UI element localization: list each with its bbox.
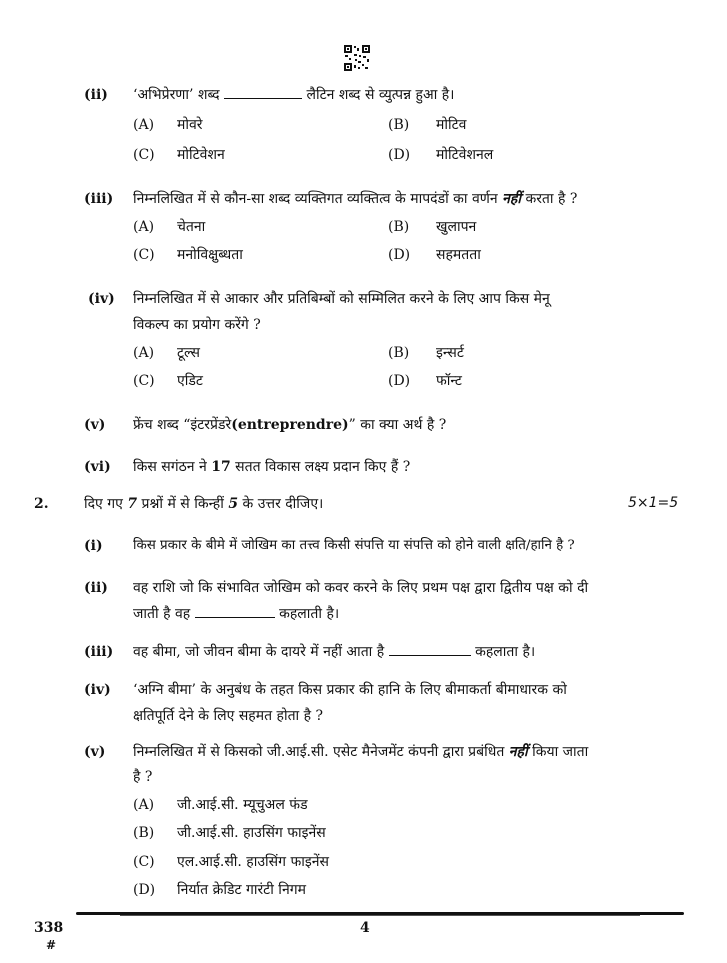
hash-mark: # (46, 938, 57, 952)
question-text-part: निम्नलिखित में से कौन-सा शब्द व्यक्तिगत व्यक्तित्व के मापदंडों का वर्णन (133, 191, 498, 207)
instruction-part: प्रश्नों में से किन्हीं (141, 496, 224, 512)
option-label: (D) (388, 147, 411, 163)
option-label: (B) (133, 825, 155, 841)
option-label: (D) (133, 882, 156, 898)
question-text-part: ” का क्या अर्थ है ? (348, 417, 447, 433)
answer-blank (195, 617, 275, 618)
question-text-part: निम्नलिखित में से किसको जी.आई.सी. एसेट मैनेजमेंट कंपनी द्वारा प्रबंधित (133, 744, 505, 760)
question-number: (i) (84, 538, 103, 554)
question-text-part: कहलाता है। (475, 644, 536, 660)
question-text: निम्नलिखित में से आकार और प्रतिबिम्बों को सम्मिलित करने के लिए आप किस मेनू (133, 291, 550, 307)
question-text: क्षतिपूर्ति देने के लिए सहमत होता है ? (133, 708, 324, 724)
option-text: सहमतता (436, 247, 481, 263)
option-label: (B) (388, 117, 410, 133)
question-text-part: वह बीमा, जो जीवन बीमा के दायरे में नहीं आता है (133, 644, 385, 660)
question-text: वह राशि जो कि संभावित जोखिम को कवर करने के लिए प्रथम पक्ष द्वारा द्वितीय पक्ष को दी (133, 580, 589, 596)
question-text: है ? (133, 769, 153, 785)
question-number: (ii) (84, 87, 108, 103)
paper-code: 338 (34, 920, 64, 936)
question-text-part: लैटिन शब्द से व्युत्पन्न हुआ है। (306, 87, 455, 103)
option-label: (A) (133, 345, 155, 361)
option-label: (C) (133, 147, 155, 163)
instruction-number: 7 (127, 496, 138, 512)
option-label: (A) (133, 219, 155, 235)
question-text (133, 416, 446, 434)
option-label: (D) (388, 247, 411, 263)
option-text: एल.आई.सी. हाउसिंग फाइनेंस (177, 854, 329, 870)
question-text (133, 458, 410, 476)
page-number: 4 (360, 920, 370, 936)
option-text: निर्यात क्रेडिट गारंटी निगम (177, 882, 306, 898)
question-number: (iv) (88, 291, 115, 307)
answer-blank (224, 98, 302, 99)
qr-code-icon (344, 45, 370, 71)
instruction-part: के उत्तर दीजिए। (242, 496, 324, 512)
question-number: (v) (84, 744, 106, 760)
option-label: (A) (133, 117, 155, 133)
instruction-part: दिए गए (84, 496, 123, 512)
question-text (133, 605, 339, 623)
option-text: फॉन्ट (436, 373, 462, 389)
option-text: जी.आई.सी. हाउसिंग फाइनेंस (177, 825, 326, 841)
option-text: मोटिवेशन (177, 147, 225, 163)
question-text-part: सतत विकास लक्ष्य प्रदान किए हैं ? (235, 459, 411, 475)
question-text-part: जाती है वह (133, 606, 191, 622)
marks-label: 5×1=5 (628, 495, 679, 511)
option-label: (D) (388, 373, 411, 389)
option-text: मनोविक्षुब्धता (177, 247, 243, 263)
option-text: टूल्स (177, 345, 201, 361)
option-label: (C) (133, 373, 155, 389)
answer-blank (389, 655, 471, 656)
question-text-part: किस सगंठन ने (133, 459, 207, 475)
option-label: (A) (133, 797, 155, 813)
question-number: (iii) (84, 191, 114, 207)
question-text: ‘अग्नि बीमा’ के अनुबंध के तहत किस प्रकार की हानि के लिए बीमाकर्ता बीमाधारक को (133, 682, 567, 698)
question-number: 2. (34, 496, 49, 512)
question-text-part: फ्रेंच शब्द “इंटरप्रेंडरे (133, 417, 232, 433)
question-text (133, 643, 535, 661)
option-text: मोटिवेशनल (436, 147, 494, 163)
option-label: (C) (133, 854, 155, 870)
question-number: (iii) (84, 644, 114, 660)
option-text: चेतना (177, 219, 206, 235)
emphasis-word: नहीं (508, 744, 528, 760)
instruction-number: 5 (228, 496, 239, 512)
question-number: (vi) (84, 459, 111, 475)
option-text: इन्सर्ट (436, 345, 464, 361)
question-text-part: किया जाता (532, 744, 589, 760)
question-text-part: कहलाती है। (279, 606, 340, 622)
option-label: (B) (388, 345, 410, 361)
question-number: (ii) (84, 580, 108, 596)
option-text: मोटिव (436, 117, 467, 133)
question-number: (v) (84, 417, 106, 433)
footer-rule-thin (120, 915, 640, 916)
question-instruction (84, 495, 323, 513)
question-text: किस प्रकार के बीमे में जोखिम का तत्त्व किसी संपत्ति या संपत्ति को होने वाली क्षति/हानि है ? (133, 538, 575, 553)
question-number: (iv) (84, 682, 111, 698)
bold-term: 17 (211, 459, 231, 475)
option-text: जी.आई.सी. म्यूचुअल फंड (177, 797, 308, 813)
option-label: (C) (133, 247, 155, 263)
question-text-part: करता है ? (525, 191, 578, 207)
option-text: मोवरे (177, 117, 203, 133)
bold-term: (entreprendre) (231, 417, 349, 433)
question-text: विकल्प का प्रयोग करेंगे ? (133, 317, 261, 333)
question-text-part: ‘अभिप्रेरणा’ शब्द (133, 87, 220, 103)
option-text: खुलापन (436, 219, 477, 235)
question-text (133, 190, 577, 208)
emphasis-word: नहीं (502, 191, 521, 207)
question-text (133, 86, 454, 104)
option-text: एडिट (177, 373, 203, 389)
question-text (133, 743, 588, 761)
option-label: (B) (388, 219, 410, 235)
